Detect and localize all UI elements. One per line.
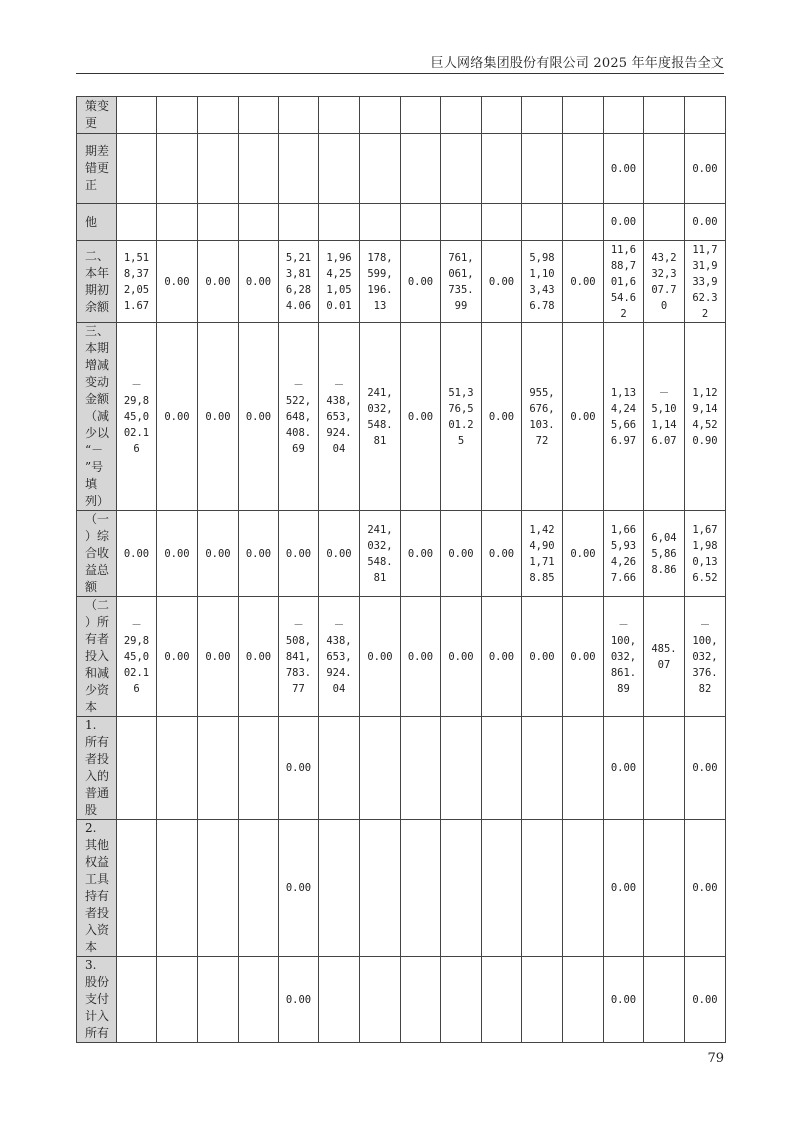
table-cell	[319, 597, 360, 717]
cell-value: － 522, 648, 408. 69	[285, 378, 312, 455]
table-cell	[441, 241, 482, 323]
table-cell	[157, 597, 198, 717]
cell-value: 0.00	[488, 275, 515, 288]
row-label: 他	[85, 214, 98, 229]
table-cell	[604, 241, 644, 323]
cell-value: 43,2 32,3 07.7 0	[651, 251, 677, 312]
table-cell	[117, 957, 157, 1043]
table-cell	[319, 134, 360, 204]
header-rule	[76, 73, 724, 74]
cell-value: 0.00	[164, 547, 190, 560]
cell-value: 0.00	[285, 993, 312, 1006]
cell-value: 0.00	[610, 882, 637, 894]
table-row	[77, 134, 726, 204]
table-cell	[319, 241, 360, 323]
table-cell	[360, 97, 401, 134]
table-cell	[279, 717, 319, 820]
table-cell	[117, 134, 157, 204]
cell-value: 5,98 1,10 3,43 6.78	[529, 251, 555, 312]
table-cell	[360, 820, 401, 957]
cell-value: 0.00	[367, 650, 393, 663]
table-cell	[604, 204, 644, 241]
cell-value: － 438, 653, 924. 04	[326, 378, 352, 455]
table-cell	[522, 597, 563, 717]
row-label: （一 ）综 合收 益总 额	[85, 512, 110, 594]
table-cell	[279, 134, 319, 204]
table-cell	[482, 597, 522, 717]
table-cell	[117, 820, 157, 957]
table-cell	[563, 597, 604, 717]
table-cell	[279, 511, 319, 597]
table-cell	[279, 204, 319, 241]
table-cell	[157, 820, 198, 957]
cell-value: 0.00	[692, 216, 718, 228]
table-cell	[319, 957, 360, 1043]
row-label: 策变 更	[85, 99, 110, 130]
cell-value: 178, 599, 196. 13	[367, 251, 393, 312]
table-cell	[279, 323, 319, 511]
table-cell	[522, 204, 563, 241]
table-cell	[482, 820, 522, 957]
row-label: 二、 本年 期初 余额	[85, 248, 110, 314]
table-cell	[239, 134, 279, 204]
table-cell	[563, 511, 604, 597]
row-label: 期差 错更 正	[85, 144, 110, 192]
table-cell	[319, 97, 360, 134]
row-label-cell	[77, 511, 117, 597]
row-label: 2. 其他 权益 工具 持有 者投 入资 本	[85, 821, 110, 954]
cell-value: 0.00	[448, 650, 474, 663]
table-cell	[685, 97, 726, 134]
table-cell	[482, 717, 522, 820]
table-cell	[563, 717, 604, 820]
table-cell	[685, 511, 726, 597]
table-row	[77, 97, 726, 134]
table-cell	[319, 323, 360, 511]
table-cell	[604, 97, 644, 134]
cell-value: 0.00	[285, 547, 312, 560]
table-cell	[685, 957, 726, 1043]
cell-value: 1,66 5,93 4,26 7.66	[610, 523, 637, 584]
table-cell	[279, 957, 319, 1043]
cell-value: 0.00	[570, 275, 596, 288]
table-row	[77, 717, 726, 820]
cell-value: 0.00	[164, 275, 190, 288]
table-cell	[360, 717, 401, 820]
table-cell	[604, 820, 644, 957]
table-cell	[644, 97, 685, 134]
table-cell	[604, 597, 644, 717]
cell-value: 0.00	[245, 650, 272, 663]
table-cell	[279, 597, 319, 717]
cell-value: 0.00	[610, 762, 637, 774]
table-cell	[319, 820, 360, 957]
cell-value: － 100, 032, 861. 89	[610, 618, 637, 695]
table-cell	[157, 323, 198, 511]
table-cell	[644, 957, 685, 1043]
cell-value: 0.00	[610, 216, 637, 228]
table-cell	[644, 204, 685, 241]
table-cell	[522, 323, 563, 511]
table-cell	[563, 323, 604, 511]
table-cell	[401, 511, 441, 597]
cell-value: － 29,8 45,0 02.1 6	[123, 378, 150, 455]
table-cell	[117, 323, 157, 511]
cell-value: 0.00	[692, 993, 718, 1006]
table-cell	[644, 717, 685, 820]
cell-value: 0.00	[205, 547, 231, 560]
row-label-cell	[77, 241, 117, 323]
cell-value: 0.00	[164, 410, 190, 423]
table-cell	[401, 597, 441, 717]
table-body	[77, 97, 726, 1043]
table-cell	[198, 820, 239, 957]
table-cell	[604, 957, 644, 1043]
cell-value: 0.00	[488, 410, 515, 423]
table-cell	[685, 241, 726, 323]
row-label-cell	[77, 820, 117, 957]
table-cell	[685, 204, 726, 241]
table-cell	[563, 957, 604, 1043]
table-row	[77, 597, 726, 717]
table-cell	[319, 204, 360, 241]
cell-value: 1,96 4,25 1,05 0.01	[326, 251, 352, 312]
table-cell	[685, 323, 726, 511]
cell-value: 0.00	[610, 162, 637, 175]
table-cell	[117, 241, 157, 323]
cell-value: 1,67 1,98 0,13 6.52	[692, 523, 718, 584]
row-label-cell	[77, 97, 117, 134]
cell-value: 241, 032, 548. 81	[367, 523, 393, 584]
row-label: 3. 股份 支付 计入 所有	[85, 958, 110, 1040]
cell-value: 0.00	[205, 650, 231, 663]
table-cell	[239, 323, 279, 511]
cell-value: 241, 032, 548. 81	[367, 386, 393, 447]
cell-value: 1,12 9,14 4,52 0.90	[692, 386, 718, 447]
table-cell	[441, 97, 482, 134]
table-cell	[401, 717, 441, 820]
table-cell	[198, 511, 239, 597]
cell-value: 5,21 3,81 6,28 4.06	[285, 251, 312, 312]
table-cell	[644, 511, 685, 597]
table-cell	[482, 134, 522, 204]
table-cell	[563, 241, 604, 323]
table-cell	[157, 957, 198, 1043]
row-label-cell	[77, 323, 117, 511]
cell-value: 0.00	[326, 547, 352, 560]
table-cell	[198, 97, 239, 134]
cell-value: 0.00	[245, 410, 272, 423]
table-cell	[239, 511, 279, 597]
table-cell	[685, 820, 726, 957]
table-cell	[644, 134, 685, 204]
table-cell	[239, 241, 279, 323]
table-cell	[522, 511, 563, 597]
table-row	[77, 820, 726, 957]
row-label: 三、 本期 增减 变动 金额 （减 少以 “－ ”号 填 列）	[85, 324, 110, 508]
table-cell	[644, 820, 685, 957]
table-cell	[360, 511, 401, 597]
table-row	[77, 511, 726, 597]
table-cell	[563, 134, 604, 204]
cell-value: 0.00	[407, 650, 434, 663]
table-cell	[644, 241, 685, 323]
cell-value: － 100, 032, 376. 82	[692, 618, 718, 695]
cell-value: 761, 061, 735. 99	[448, 251, 474, 312]
cell-value: 0.00	[488, 547, 515, 560]
cell-value: 0.00	[205, 275, 231, 288]
table-cell	[604, 717, 644, 820]
table-cell	[563, 97, 604, 134]
table-cell	[482, 204, 522, 241]
table-cell	[482, 97, 522, 134]
table-cell	[401, 323, 441, 511]
table-cell	[117, 204, 157, 241]
table-cell	[401, 204, 441, 241]
table-cell	[198, 323, 239, 511]
table-cell	[401, 820, 441, 957]
row-label-cell	[77, 134, 117, 204]
table-cell	[239, 204, 279, 241]
cell-value: 1,13 4,24 5,66 6.97	[610, 386, 637, 447]
row-label: （二 ）所 有者 投入 和减 少资 本	[85, 598, 110, 714]
table-cell	[198, 134, 239, 204]
table-cell	[522, 820, 563, 957]
table-cell	[441, 204, 482, 241]
table-cell	[360, 957, 401, 1043]
table-cell	[239, 957, 279, 1043]
cell-value: 0.00	[488, 650, 515, 663]
cell-value: 0.00	[245, 547, 272, 560]
table-cell	[117, 597, 157, 717]
table-cell	[239, 97, 279, 134]
cell-value: 0.00	[407, 275, 434, 288]
table-cell	[441, 134, 482, 204]
table-cell	[401, 957, 441, 1043]
cell-value: 0.00	[692, 762, 718, 774]
table-cell	[441, 957, 482, 1043]
cell-value: 0.00	[692, 882, 718, 894]
cell-value: － 5,10 1,14 6.07	[651, 386, 677, 447]
table-cell	[604, 323, 644, 511]
table-cell	[441, 323, 482, 511]
table-cell	[360, 597, 401, 717]
table-cell	[563, 820, 604, 957]
cell-value: 0.00	[205, 410, 231, 423]
table-cell	[198, 204, 239, 241]
table-cell	[239, 820, 279, 957]
table-cell	[319, 717, 360, 820]
table-cell	[157, 511, 198, 597]
table-cell	[279, 820, 319, 957]
table-cell	[360, 323, 401, 511]
cell-value: 0.00	[164, 650, 190, 663]
cell-value: 0.00	[610, 993, 637, 1006]
table-cell	[482, 957, 522, 1043]
table-cell	[685, 597, 726, 717]
table-cell	[482, 241, 522, 323]
table-cell	[360, 241, 401, 323]
table-cell	[441, 511, 482, 597]
table-cell	[117, 717, 157, 820]
cell-value: 0.00	[570, 410, 596, 423]
table-cell	[685, 717, 726, 820]
cell-value: 11,6 88,7 01,6 54.6 2	[610, 243, 637, 320]
table-cell	[441, 717, 482, 820]
table-cell	[522, 97, 563, 134]
cell-value: 0.00	[529, 650, 555, 663]
table-cell	[604, 134, 644, 204]
table-cell	[685, 134, 726, 204]
cell-value: 6,04 5,86 8.86	[651, 531, 677, 576]
table-row	[77, 241, 726, 323]
cell-value: 0.00	[692, 162, 718, 175]
table-cell	[157, 134, 198, 204]
table-cell	[441, 597, 482, 717]
table-cell	[522, 134, 563, 204]
equity-change-table	[76, 96, 726, 1043]
table-cell	[239, 597, 279, 717]
table-cell	[522, 957, 563, 1043]
cell-value: 0.00	[448, 547, 474, 560]
table-cell	[644, 597, 685, 717]
table-cell	[239, 717, 279, 820]
cell-value: 0.00	[407, 547, 434, 560]
table-cell	[157, 204, 198, 241]
row-label-cell	[77, 717, 117, 820]
cell-value: － 508, 841, 783. 77	[285, 618, 312, 695]
table-cell	[360, 134, 401, 204]
table-cell	[157, 241, 198, 323]
table-cell	[401, 241, 441, 323]
table-row	[77, 323, 726, 511]
cell-value: 955, 676, 103. 72	[529, 386, 555, 447]
table-cell	[441, 820, 482, 957]
table-row	[77, 204, 726, 241]
table-cell	[198, 717, 239, 820]
table-cell	[198, 241, 239, 323]
table-cell	[482, 511, 522, 597]
row-label-cell	[77, 597, 117, 717]
table-cell	[157, 97, 198, 134]
table-cell	[360, 204, 401, 241]
cell-value: 0.00	[123, 547, 150, 560]
cell-value: － 438, 653, 924. 04	[326, 618, 352, 695]
page-number: 79	[707, 1051, 724, 1066]
table-cell	[401, 97, 441, 134]
cell-value: 1,42 4,90 1,71 8.85	[529, 523, 555, 584]
table-cell	[401, 134, 441, 204]
table-cell	[198, 957, 239, 1043]
table-cell	[522, 717, 563, 820]
table-cell	[198, 597, 239, 717]
cell-value: 0.00	[570, 650, 596, 663]
table-cell	[522, 241, 563, 323]
table-row	[77, 957, 726, 1043]
table-cell	[117, 97, 157, 134]
cell-value: 485. 07	[651, 642, 677, 671]
cell-value: 0.00	[407, 410, 434, 423]
row-label-cell	[77, 204, 117, 241]
table-cell	[482, 323, 522, 511]
table-cell	[279, 97, 319, 134]
table-cell	[644, 323, 685, 511]
table-cell	[279, 241, 319, 323]
cell-value: 0.00	[285, 882, 312, 894]
row-label-cell	[77, 957, 117, 1043]
cell-value: 0.00	[285, 762, 312, 774]
table-cell	[117, 511, 157, 597]
row-label: 1. 所有 者投 入的 普通 股	[85, 718, 110, 817]
table-cell	[157, 717, 198, 820]
table-cell	[563, 204, 604, 241]
cell-value: 1,51 8,37 2,05 1.67	[123, 251, 150, 312]
table-cell	[319, 511, 360, 597]
cell-value: － 29,8 45,0 02.1 6	[123, 618, 150, 695]
cell-value: 0.00	[570, 547, 596, 560]
cell-value: 11,7 31,9 33,9 62.3 2	[692, 243, 718, 320]
cell-value: 51,3 76,5 01.2 5	[448, 386, 474, 447]
table-cell	[604, 511, 644, 597]
page-header-title: 巨人网络集团股份有限公司 2025 年年度报告全文	[430, 56, 724, 71]
cell-value: 0.00	[245, 275, 272, 288]
